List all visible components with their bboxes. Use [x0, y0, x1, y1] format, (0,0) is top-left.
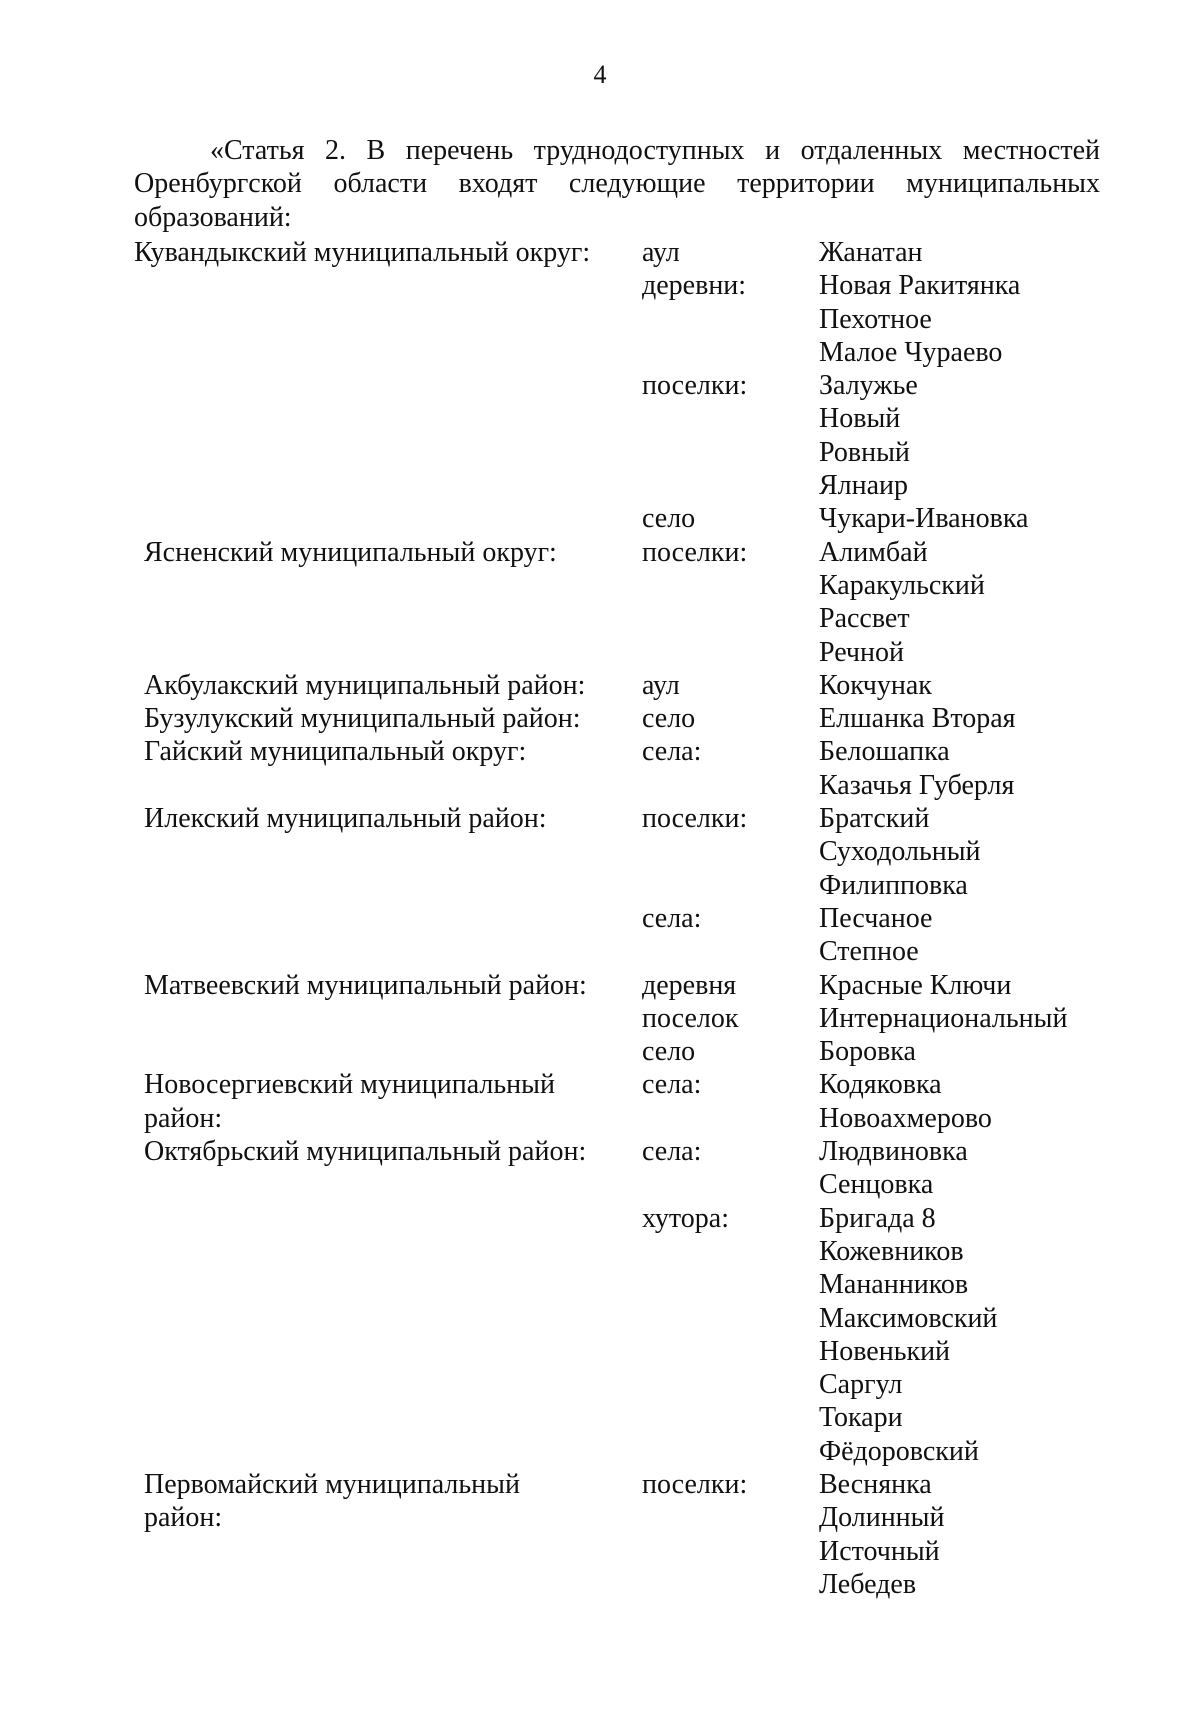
settlement-name: Новоахмерово	[819, 1102, 992, 1134]
territory-row	[0, 502, 1200, 535]
territory-row	[0, 369, 1200, 402]
territory-row	[0, 436, 1200, 469]
territory-row	[0, 1335, 1200, 1368]
settlement-type: поселки:	[642, 1468, 748, 1500]
settlement-name: Саргул	[819, 1369, 903, 1401]
settlement-name: Жанатан	[819, 237, 923, 268]
settlement-name: Бригада 8	[819, 1202, 936, 1234]
settlement-type: села:	[642, 1136, 702, 1168]
district-name: район:	[144, 1502, 223, 1534]
territory-row	[0, 1235, 1200, 1268]
territory-row	[0, 869, 1200, 902]
settlement-name: Сенцовка	[819, 1169, 934, 1201]
settlement-name: Чукари-Ивановка	[819, 503, 1029, 535]
territory-row	[0, 1068, 1200, 1101]
settlement-name: Песчаное	[819, 902, 933, 934]
page-number: 4	[593, 60, 607, 89]
territory-row	[0, 303, 1200, 336]
territory-row	[0, 1435, 1200, 1468]
territory-row	[0, 636, 1200, 669]
territory-row	[0, 1135, 1200, 1168]
settlement-name: Пехотное	[819, 303, 932, 335]
district-name: Кувандыкский муниципальный округ:	[134, 237, 591, 268]
settlement-name: Токари	[819, 1402, 903, 1434]
settlement-name: Ровный	[819, 436, 910, 468]
settlement-name: Боровка	[819, 1036, 916, 1068]
territory-row	[0, 269, 1200, 302]
settlement-name: Алимбай	[819, 536, 928, 568]
settlement-name: Филипповка	[819, 869, 968, 901]
settlement-type: село	[642, 1036, 696, 1068]
district-name: Акбулакский муниципальный район:	[144, 669, 586, 701]
district-name: Октябрьский муниципальный район:	[144, 1136, 587, 1168]
settlement-name: Белошапка	[819, 736, 950, 768]
settlement-type: деревня	[642, 969, 737, 1001]
settlement-name: Степное	[819, 936, 919, 968]
territory-row	[0, 1268, 1200, 1301]
settlement-type: село	[642, 503, 696, 535]
district-name: район:	[144, 1102, 223, 1134]
settlement-name: Мананников	[819, 1269, 969, 1301]
territory-row	[0, 1202, 1200, 1235]
settlement-name: Речной	[819, 636, 904, 668]
settlement-name: Каракульский	[819, 569, 985, 601]
settlement-name: Малое Чураево	[819, 336, 1003, 368]
settlement-name: Интернациональный	[819, 1002, 1068, 1034]
settlement-name: Казачья Губерля	[819, 769, 1015, 801]
settlement-name: Людвиновка	[819, 1136, 968, 1168]
settlement-name: Источный	[819, 1535, 940, 1567]
settlement-type: поселок	[642, 1002, 739, 1034]
district-name: Бузулукский муниципальный район:	[144, 703, 581, 735]
district-name: Новосергиевский муниципальный	[144, 1069, 555, 1101]
settlement-name: Новенький	[819, 1335, 951, 1367]
territory-row	[0, 1368, 1200, 1401]
article-intro-paragraph: «Статья 2. В перечень труднодоступных и отдаленных местностей Оренбургской области входят следующие территории муниципальных образований:	[134, 135, 1100, 233]
territories-list	[0, 236, 1200, 1601]
settlement-name: Братский	[819, 803, 930, 835]
territory-row	[0, 536, 1200, 569]
territory-row	[0, 935, 1200, 968]
settlement-type: поселки:	[642, 370, 748, 402]
settlement-type: села:	[642, 736, 702, 768]
settlement-name: Максимовский	[819, 1302, 998, 1334]
settlement-type: хутора:	[642, 1202, 730, 1234]
settlement-type: село	[642, 703, 696, 735]
territory-row	[0, 602, 1200, 635]
territory-row	[0, 569, 1200, 602]
territory-row	[0, 669, 1200, 702]
district-name: Первомайский муниципальный	[144, 1468, 520, 1500]
settlement-type: поселки:	[642, 536, 748, 568]
territory-row	[0, 769, 1200, 802]
district-name: Матвеевский муниципальный район:	[144, 969, 587, 1001]
territory-row	[0, 969, 1200, 1002]
settlement-name: Веснянка	[819, 1468, 932, 1500]
settlement-type: села:	[642, 1069, 702, 1101]
territory-row	[0, 735, 1200, 768]
district-name: Гайский муниципальный округ:	[144, 736, 527, 768]
territory-row	[0, 1468, 1200, 1501]
territory-row	[0, 469, 1200, 502]
territory-row	[0, 802, 1200, 835]
settlement-name: Кожевников	[819, 1235, 964, 1267]
territory-row	[0, 1302, 1200, 1335]
settlement-name: Новая Ракитянка	[819, 270, 1021, 302]
settlement-name: Долинный	[819, 1502, 945, 1534]
settlement-name: Красные Ключи	[819, 969, 1012, 1001]
territory-row	[0, 902, 1200, 935]
settlement-name: Фёдоровский	[819, 1435, 979, 1467]
settlement-type: поселки:	[642, 803, 748, 835]
territory-row	[0, 1035, 1200, 1068]
territory-row	[0, 1102, 1200, 1135]
territory-row	[0, 835, 1200, 868]
settlement-name: Залужье	[819, 370, 918, 402]
settlement-name: Ялнаир	[819, 470, 909, 502]
district-name: Илекский муниципальный район:	[144, 803, 547, 835]
territory-row	[0, 1401, 1200, 1434]
settlement-type: деревни:	[642, 270, 747, 302]
territory-row	[0, 402, 1200, 435]
settlement-name: Кокчунак	[819, 669, 932, 701]
district-name: Ясненский муниципальный округ:	[144, 536, 557, 568]
territory-row	[0, 1535, 1200, 1568]
settlement-name: Новый	[819, 403, 901, 435]
settlement-name: Лебедев	[819, 1568, 917, 1600]
territory-row	[0, 1501, 1200, 1534]
settlement-type: села:	[642, 902, 702, 934]
settlement-name: Елшанка Вторая	[819, 703, 1016, 735]
territory-row	[0, 702, 1200, 735]
territory-row	[0, 236, 1200, 269]
settlement-type: аул	[642, 237, 680, 268]
territory-row	[0, 336, 1200, 369]
territory-row	[0, 1168, 1200, 1201]
settlement-type: аул	[642, 669, 680, 701]
territory-row	[0, 1568, 1200, 1601]
territory-row	[0, 1002, 1200, 1035]
settlement-name: Суходольный	[819, 836, 981, 868]
settlement-name: Рассвет	[819, 603, 910, 635]
settlement-name: Кодяковка	[819, 1069, 942, 1101]
